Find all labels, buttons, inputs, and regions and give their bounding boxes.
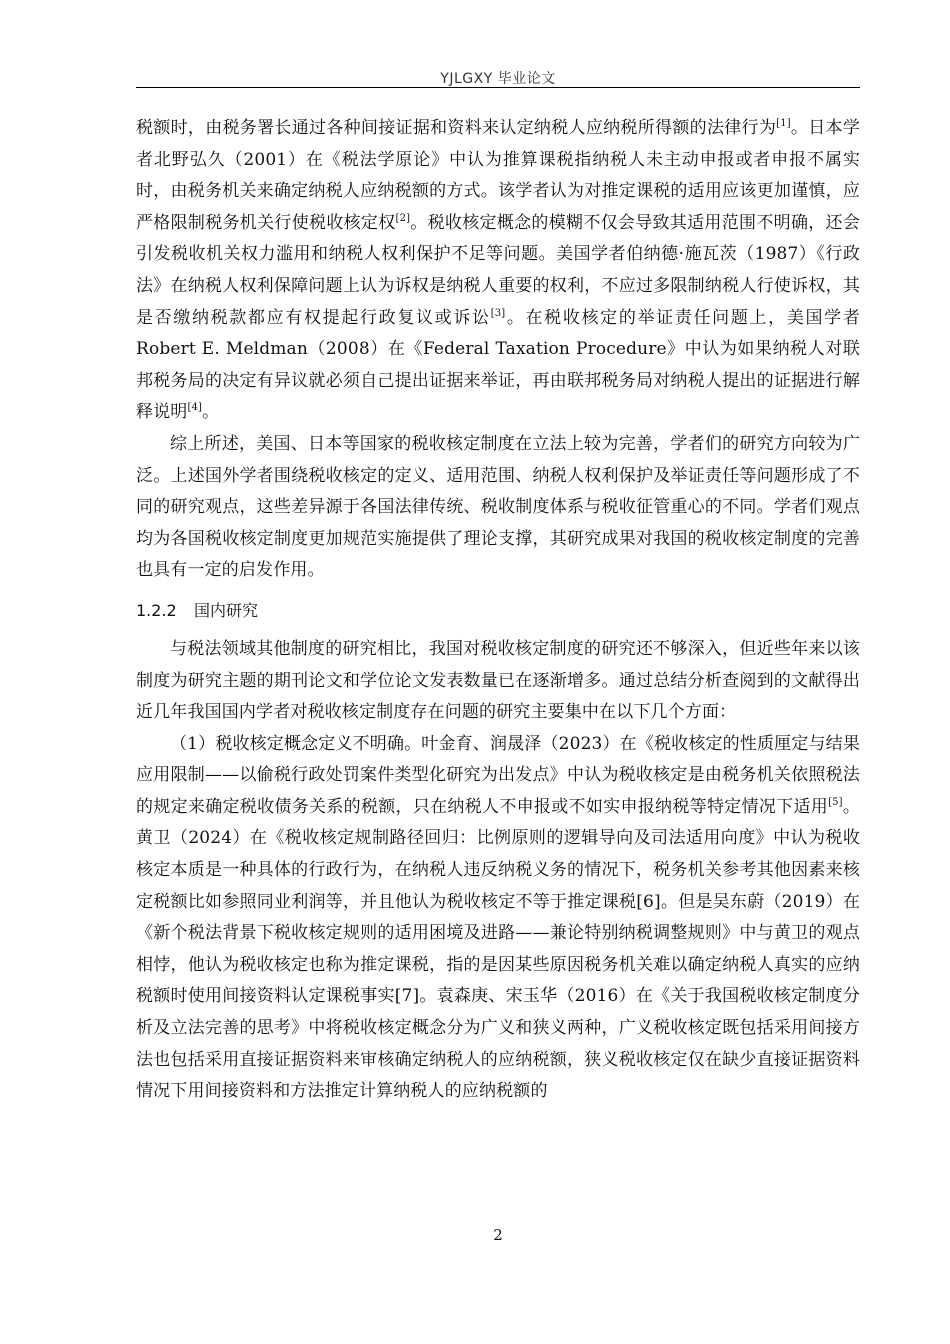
- paragraph-text: 。日本学者北野弘久（2001）在《税法学原论》中认为推算课税指纳税人未主动申报或者申报不属实时，由税务机关来确定纳税人应纳税额的方式。该学者认为对推定课税的适用应该更加谨慎，应严格限制税务机关行使税收核定权: [136, 118, 860, 233]
- paragraph-foreign-research-continued: [136, 113, 860, 429]
- citation-ref: [5]: [828, 796, 843, 808]
- citation-ref: [2]: [395, 212, 411, 224]
- paragraph-text: 。在税收核定的举证责任问题上，美国学者 Robert E. Meldman（2008）在《Federal Taxation Procedure》中认为如果纳税人对联邦税务局的决定有异议就必须自己提出证据来举证，再由联邦税务局对纳税人提出的证据进行解释说明: [136, 307, 860, 423]
- document-body: [136, 113, 860, 1108]
- paragraph-point-1: [136, 729, 860, 1108]
- paragraph-text: 。黄卫（2024）在《税收核定规制路径回归：比例原则的逻辑导向及司法适用向度》中认为税收核定本质是一种具体的行政行为，在纳税人违反纳税义务的情况下，税务机关参考其他因素来核定税额比如参照同业利润等，并且他认为税收核定不等于推定课税[6]。但是吴东蔚（2019）在《新个税法背景下税收核定规则的适用困境及进路——兼论特别纳税调整规则》中与黄卫的观点相悖，他认为税收核定也称为推定课税，指的是因某些原因税务机关难以确定纳税人真实的应纳税额时使用间接资料认定课税事实[7]。袁森庚、宋玉华（2016）在《关于我国税收核定制度分析及立法完善的思考》中将税收核定概念分为广义和狭义两种，广义税收核定既包括采用间接方法也包括采用直接证据资料来审核确定纳税人的应纳税额，狭义税收核定仅在缺少直接证据资料情况下用间接资料和方法推定计算纳税人的应纳税额的: [136, 796, 861, 1102]
- paragraph-domestic-intro: 与税法领域其他制度的研究相比，我国对税收核定制度的研究还不够深入，但近些年来以该制度为研究主题的期刊论文和学位论文发表数量已在逐渐增多。通过总结分析查阅到的文献得出近几年我国国内学者对税收核定制度存在问题的研究主要集中在以下几个方面：: [136, 638, 860, 723]
- paragraph-text: 税额时，由税务署长通过各种间接证据和资料来认定纳税人应纳税所得额的法律行为: [136, 118, 777, 138]
- section-number: 1.2.2: [136, 600, 177, 620]
- citation-ref: [3]: [490, 307, 506, 319]
- citation-ref: [4]: [187, 402, 203, 414]
- page-header: YJLGXY 毕业论文: [440, 71, 556, 87]
- section-heading: [136, 598, 860, 624]
- section-title: 国内研究: [194, 600, 259, 620]
- page-number: 2: [493, 1226, 503, 1244]
- paragraph-text: 。: [202, 402, 220, 423]
- paragraph-summary: 综上所述，美国、日本等国家的税收核定制度在立法上较为完善，学者们的研究方向较为广泛。上述国外学者围绕税收核定的定义、适用范围、纳税人权利保护及举证责任等问题形成了不同的研究观点，这些差异源于各国法律传统、税收制度体系与税收征管重心的不同。学者们观点均为各国税收核定制度更加规范实施提供了理论支撑，其研究成果对我国的税收核定制度的完善也具有一定的启发作用。: [136, 433, 860, 581]
- paragraph-text: （1）税收核定概念定义不明确。叶金育、润晟泽（2023）在《税收核定的性质厘定与结果应用限制——以偷税行政处罚案件类型化研究为出发点》中认为税收核定是由税务机关依照税法的规定来确定税收债务关系的税额，只在纳税人不申报或不如实申报纳税等特定情况下适用: [136, 733, 860, 817]
- paragraph-text: 。税收核定概念的模糊不仅会导致其适用范围不明确，还会引发税收机关权力滥用和纳税人权利保护不足等问题。美国学者伯纳德·施瓦茨（1987）《行政法》在纳税人权利保障问题上认为诉权是纳税人重要的权利，不应过多限制纳税人行使诉权，其是否缴纳税款都应有权提起行政复议或诉讼: [136, 212, 860, 328]
- citation-ref: [1]: [776, 118, 791, 129]
- header-divider: [136, 87, 860, 88]
